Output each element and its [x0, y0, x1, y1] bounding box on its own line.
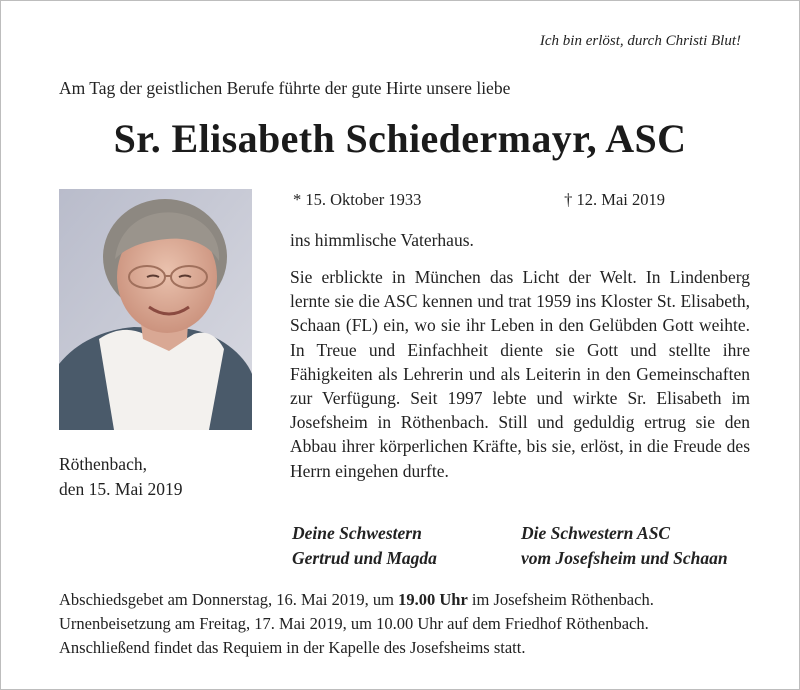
- birth-star-icon: *: [293, 190, 302, 209]
- intro-text: Am Tag der geistlichen Berufe führte der gute Hirte unsere liebe: [59, 78, 511, 98]
- death-date: [564, 190, 665, 210]
- intro-continuation: ins himmlische Vaterhaus.: [290, 230, 474, 250]
- service-details: [59, 588, 749, 660]
- prayer-time: 19.00 Uhr: [398, 590, 468, 609]
- requiem-line: Anschließend findet das Requiem in der Kapelle des Josefsheims statt.: [59, 638, 526, 657]
- birth-date: [293, 190, 421, 210]
- biography-text: Sie erblickte in München das Licht der Welt. In Lindenberg lernte sie die ASC kennen und trat 1959 ins Kloster St. Elisabeth, Schaan (FL) ein, wo sie ihr Leben in den Gelübden Gott weihte. In Treue und Einfachheit diente sie Gott und stellte ihre Fähigkeiten als Lehrerin und als Leiterin in den Gemeinschaften zur Verfügung. Seit 1997 lebte und wirkte Sr. Elisabeth im Josefsheim in Röthenbach. Still und geduldig ertrug sie den Abbau ihrer körperlichen Kräfte, bis sie, erlöst, in die Freude des Herrn eingehen durfte.: [290, 267, 750, 481]
- death-cross-icon: †: [564, 190, 573, 209]
- date-line: den 15. Mai 2019: [59, 479, 183, 499]
- death-date-text: 12. Mai 2019: [576, 190, 665, 209]
- birth-date-text: 15. Oktober 1933: [305, 190, 422, 209]
- signature-line: vom Josefsheim und Schaan: [521, 548, 728, 568]
- signature-line: Die Schwestern ASC: [521, 523, 671, 543]
- signature-line: Deine Schwestern: [292, 523, 422, 543]
- portrait-photo: [59, 189, 252, 430]
- place-line: Röthenbach,: [59, 454, 147, 474]
- prayer-line: Abschiedsgebet am Donnerstag, 16. Mai 2019, um 19.00 Uhr im Josefsheim Röthenbach.: [59, 590, 654, 609]
- signature-sisters: [292, 521, 437, 571]
- place-date: [59, 452, 182, 502]
- motto: Ich bin erlöst, durch Christi Blut!: [539, 33, 741, 49]
- signature-asc: [521, 521, 728, 571]
- deceased-name: Sr. Elisabeth Schiedermayr, ASC: [113, 116, 687, 161]
- life-dates: [293, 190, 665, 210]
- signature-line: Gertrud und Magda: [292, 548, 437, 568]
- burial-line: Urnenbeisetzung am Freitag, 17. Mai 2019, um 10.00 Uhr auf dem Friedhof Röthenbach.: [59, 614, 649, 633]
